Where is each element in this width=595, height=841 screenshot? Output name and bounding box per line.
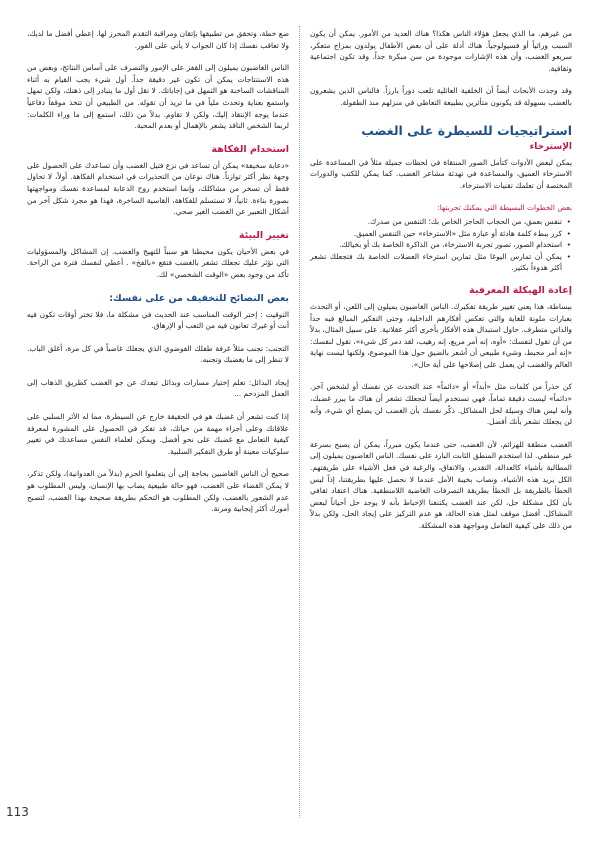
paragraph: ببساطة، هذا يعني تغيير طريقة تفكيرك. الناس الغاضبون يميلون إلى اللعن، أو التحدث بعبارات ملونة للغاية والتي تعكس أفكارهم الداخلية، وحتى التفكير المبالغ فيه جداً والذاتي متطرف. حاول استبدال هذه الأفكار بأخرى أكثر عقلانية. على سبيل المثال، بدلاً من أن تقول لنفسك: «أوه، إنه أمر مريع، إنه رهيب، لقد دمر كل شيء»، تقول لنفسك: «إنه أمر محبط، وشيء طبيعي أن أشعر بالضيق حول هذا الموضوع، ولكنها ليست نهاية العالم والغضب لن يعمل على إصلاحها على أية حال». bbox=[310, 301, 572, 369]
paragraph: ضع خطة، وتحقق من تطبيقها بإتقان ومراقبة التقدم المحرز لها. إعطي أفضل ما لديك، ولا تعاقب نفسك إذا كان الجواب لا يأتي على الفور. bbox=[27, 29, 289, 50]
left-column bbox=[27, 28, 289, 526]
subsection-heading: الإسترخاء bbox=[529, 141, 572, 152]
paragraph: الغضب منطقة للهزائم، لأن الغضب، حتى عندما يكون مبرراً، يمكن أن يصبح بسرعة غير منطقي. لذا استخدم المنطق الثابت البارد على نفسك. الناس الغاضبون يميلون إلى المطالبة بأشياء كالعدالة، التقدير، والاتفاق، والرغبة في فعل الأشياء على طريقتهم. الكل يريد هذه الأشياء، ونصاب بخيبة الأمل عندما لا نحصل عليها بطريقتنا، إذاً ليس الخطأ بالطريقة بل الخطأ بطريقة التصرفات الغاضبة اللامنطقية. هناك اعتقاد ثقافي بأن لكل مشكلة حل، لكن عند الغضب يكتنفنا الإحباط بأنه لا يوجد حل أحياناً لبعض المشاكل. أفضل موقف لمثل هذه الحالة، هو عدم التركيز على إيجاد الحل، ولكن بدلاً من ذلك على كيفية التعامل ومواجهة هذه المشكلة. bbox=[310, 439, 572, 530]
paragraph: في بعض الأحيان يكون محيطنا هو سبباً للتهيج والغضب. إن المشاكل والمسؤوليات التي تؤثر عليك تجعلك تشعر بالغضب فتقع «بالفخ» . أعطي لنفسك فترة من الراحة. تأكد من وجود بعض «الوقت الشخصي» لك. bbox=[27, 246, 289, 279]
column-divider bbox=[299, 26, 300, 818]
paragraph: «دعابة سخيفة» يمكن أن تساعد في نزع فتيل الغضب وأن تساعدك على الحصول على وجهة نظر أكثر توازناً. هناك نوعان من التحذيرات في استخدام الفكاهة. أولاً، لا تحاول فقط أن تسخر من مشاكلك، وإنما استخدم روح الدعابة لمساعدة نفسك ومواجهتها بصورة بناءة. ثانياً، لا تستسلم للفكاهة، القاسية الساخرة، فهذا هو مجرد شكل آخر من أشكال التعبير عن الغضب الغير صحي. bbox=[27, 160, 289, 217]
page-number: 113 bbox=[6, 805, 29, 819]
paragraph: التوقيت : إختر الوقت المناسب عند الحديث في مشكلة ما، فلا تختر أوقات تكون فيه أنت أو غيرك تعانون فيه من التعب أو الإرهاق. bbox=[27, 309, 289, 331]
steps-list bbox=[310, 216, 572, 274]
subsection-heading: بعض النصائح للتخفيف من على نفسك: bbox=[109, 292, 289, 304]
paragraph: إذا كنت تشعر أن غضبك هو في الحقيقة خارج عن السيطرة، مما له الأثر السلبي على علاقاتك وعلى أجزاء مهمة من حياتك، قد تفكر في الحصول على المشورة لمعرفة كيفية التعامل مع غضبك على نحو أفضل. ويمكن لعلماء النفس مساعدتك في تغيير سلوكيات معينة أو طرق التفكير السلبية. bbox=[27, 412, 289, 456]
paragraph: صحيح أن الناس الغاضبين بحاجة إلى أن يتعلموا الحزم (بدلاً من العدوانية)، ولكن تذكر، لا يمكن القضاء على الغضب، فهو حالة طبيعية يصاب بها الإنسان، وليس المطلوب هو عدم الشعور بالغضب، ولكن المطلوب هو التحكم بطريقة صحيحة بهذا الغضب، لتصبح أمورك أكثر إيجابية ومرنة. bbox=[27, 469, 289, 514]
paragraph: الناس الغاضبون يميلون إلى القفز على الإمور والتصرف على أساس النتائج، وبعض من هذه الاستنتاجات يمكن أن تكون غير دقيقة جداً. أول شيء يجب القيام به أثناء المناقشات الساخنة هو التمهل في إجاباتك. لا تقل أول ما يتبادر إلى ذهنك، ولكن تمهل واستمع بعناية وتحدث ملياً في ما تريد أن تقوله. من الطبيعي أن تتخذ موقفاً دفاعياً عندما يوجه الإنتقاد إليك، ولكن لا تقاوم. بدلاً من ذلك، استمع إلى ما وراء الكلمات: لربما الشخص الناقد يشعر بالإهمال أو بعدم المحبة. bbox=[27, 63, 289, 131]
paragraph: إيجاد البدائل: تعلم إختيار مسارات وبدائل تبعدك عن جو الغضب كطريق الذهاب إلى العمل المزدحم ... bbox=[27, 377, 289, 399]
list-item: • استخدام الصور، تصور تجربة الاسترخاء، من الذاكرة الخاصة بك أو بخيالك. bbox=[310, 239, 562, 251]
list-item: • كرر ببطء كلمة هادئة أو عبارة مثل «الاسترخاء» حين التنفس العميق. bbox=[310, 228, 562, 240]
paragraph: التجنب: تجنب مثلاً غرفة طفلك الفوضوي الذي يجعلك غاضباً في كل مرة، أغلق الباب. لا تنظر إلى ما يغضبك وتجنبه. bbox=[27, 343, 289, 365]
paragraph: وقد وجدت الأبحاث أيضاً أن الخلفية العائلية تلعب دوراً بارزاً. فالناس الذين يشعرون بالغضب بسهولة قد يكونون متأثرين بطبيعة التعاطي في منزلهم منذ الطفولة. bbox=[310, 86, 572, 107]
list-item: • تنفس بعمق، من الحجاب الحاجز الخاص بك؛ التنفس من صدرك. bbox=[310, 216, 562, 228]
list-item: • يمكن أن تمارس اليوغا مثل تمارين استرخاء العضلات الخاصة بك فتجعلك تشعر أكثر هدوءاً بكثير. bbox=[310, 251, 562, 274]
paragraph: كن حذراً من كلمات مثل «أبداً» أو «دائماً» عند التحدث عن نفسك أو لشخص آخر. «دائماً» ليست دقيقة تماماً، فهي تستخدم أيضاً لتجعلك تشعر أن هناك ما يبرر غضبك، وأنه ليس هناك وسيلة لحل المشاكل. ذكّر نفسك بأن الغضب لن يصلح أي شيء، وأنه لن يجعلك تشعر بأنك أفضل. bbox=[310, 382, 572, 427]
subsection-heading: إعادة الهيكلة المعرفية bbox=[469, 284, 572, 296]
paragraph: يمكن لبعض الأدوات كتأمل الصور المنتقاة في لحظات جميلة مثلاً في المساعدة على الاسترخاء العميق، والمساعدة في تهدئة مشاعر الغضب. كما يمكن للكتب والدورات المختصة أن تعلمك تقنيات الاسترخاء. bbox=[310, 157, 572, 190]
steps-lead: بعض الخطوات البسيطة التي يمكنك تجربتها: bbox=[437, 203, 572, 213]
section-heading: استراتيجيات للسيطرة على الغضب bbox=[361, 122, 572, 138]
right-column bbox=[310, 28, 572, 543]
paragraph: من غيرهم. ما الذي يجعل هؤلاء الناس هكذا؟ هناك العديد من الأمور. يمكن أن يكون السبب وراثياً أو فسيولوجياً. هناك أدلة على أن بعض الأطفال يولدون بمزاج متعكر، سريعو الغضب، وأن هذه الإشارات موجودة من سن مبكرة جداً. وقد تكون اجتماعية وثقافية. bbox=[310, 29, 572, 73]
subsection-heading: تغيير البيئة bbox=[238, 229, 289, 241]
subsection-heading: استخدام الفكاهة bbox=[211, 143, 289, 155]
